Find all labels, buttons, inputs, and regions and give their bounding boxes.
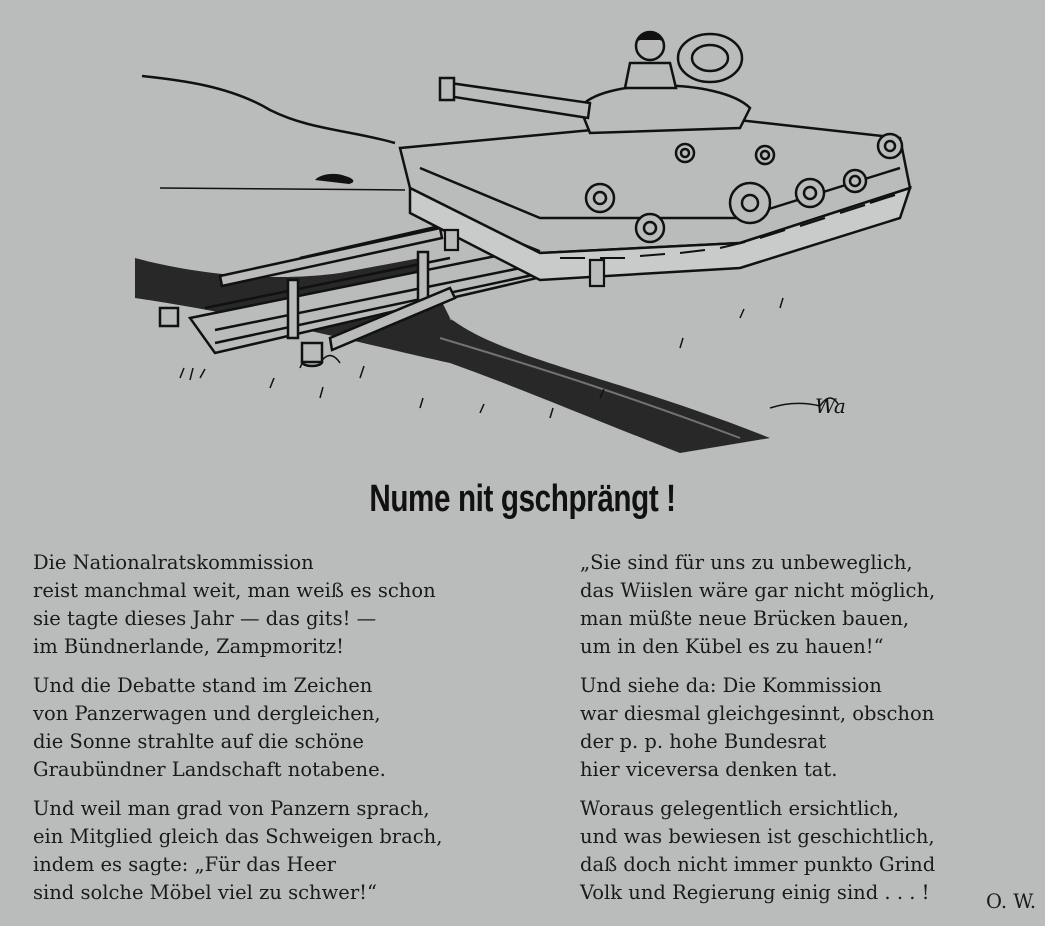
poem-line: und was bewiesen ist geschichtlich,	[580, 825, 935, 848]
poem-line: von Panzerwagen und dergleichen,	[33, 702, 381, 725]
poem-line: Die Nationalratskommission	[33, 551, 314, 574]
poem-stanza	[33, 672, 533, 784]
tank-bridge-illustration	[120, 18, 920, 463]
poem-line: die Sonne strahlte auf die schöne	[33, 730, 364, 753]
poem-left-column	[33, 549, 533, 918]
poem-line: im Bündnerlande, Zampmoritz!	[33, 635, 345, 658]
poem-line: sie tagte dieses Jahr — das gits! —	[33, 607, 377, 630]
poem-stanza	[580, 672, 1010, 784]
poem-line: Und weil man grad von Panzern sprach,	[33, 797, 430, 820]
poem-line: ein Mitglied gleich das Schweigen brach,	[33, 825, 443, 848]
poem-line: sind solche Möbel viel zu schwer!“	[33, 881, 377, 904]
poem-line: reist manchmal weit, man weiß es schon	[33, 579, 436, 602]
poem-line: war diesmal gleichgesinnt, obschon	[580, 702, 935, 725]
author-initials: O. W.	[986, 890, 1037, 913]
poem-line: Und siehe da: Die Kommission	[580, 674, 882, 697]
poem-line: „Sie sind für uns zu unbeweglich,	[580, 551, 913, 574]
poem-line: Und die Debatte stand im Zeichen	[33, 674, 373, 697]
poem-line: hier viceversa denken tat.	[580, 758, 838, 781]
poem-line: indem es sagte: „Für das Heer	[33, 853, 336, 876]
poem-line: der p. p. hohe Bundesrat	[580, 730, 827, 753]
poem-stanza	[33, 795, 533, 907]
poem-line: Graubündner Landschaft notabene.	[33, 758, 386, 781]
poem-stanza	[33, 549, 533, 661]
poem-line: man müßte neue Brücken bauen,	[580, 607, 910, 630]
poem-line: daß doch nicht immer punkto Grind	[580, 853, 936, 876]
poem-line: Volk und Regierung einig sind . . . !	[580, 881, 930, 904]
poem-line: Woraus gelegentlich ersichtlich,	[580, 797, 900, 820]
page-title: Nume nit gschprängt !	[369, 478, 676, 520]
artist-signature: Wa	[815, 394, 846, 418]
poem-stanza	[580, 549, 1010, 661]
poem-stanza	[580, 795, 1010, 907]
poem-right-column	[580, 549, 1010, 918]
poem-line: das Wiislen wäre gar nicht möglich,	[580, 579, 936, 602]
poem-line: um in den Kübel es zu hauen!“	[580, 635, 884, 658]
